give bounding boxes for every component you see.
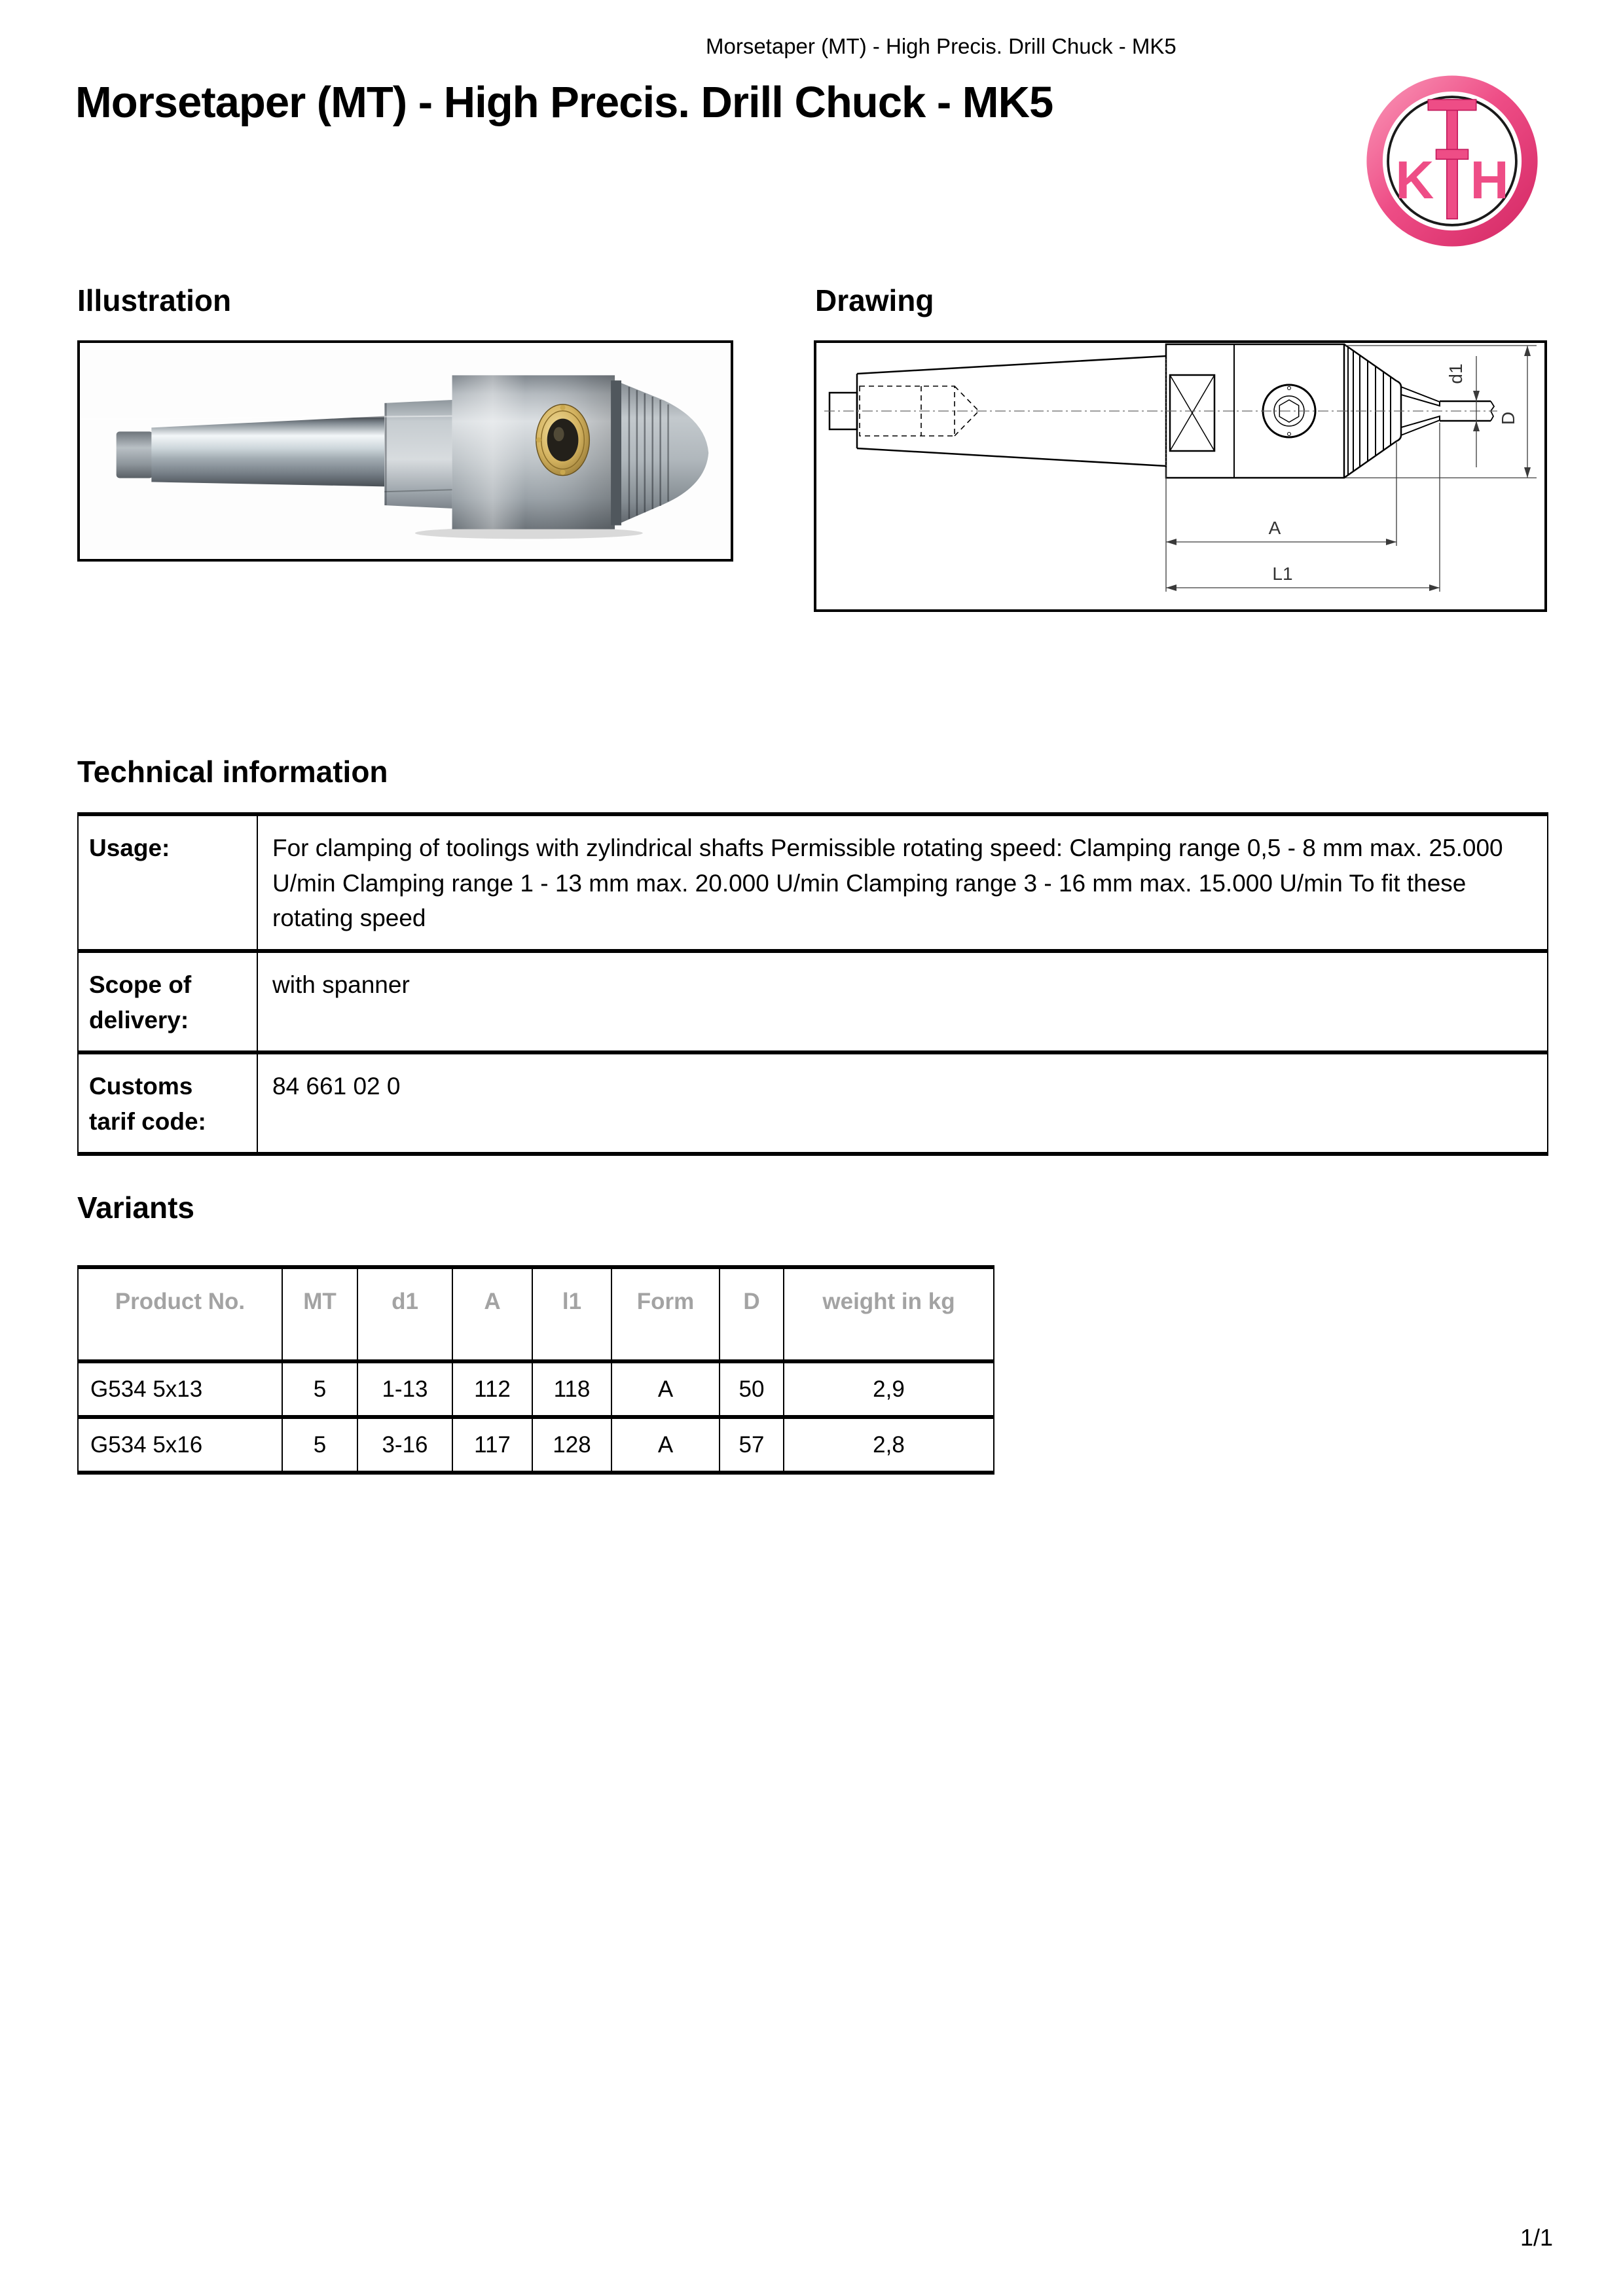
- variants-header-cell: l1: [532, 1267, 611, 1361]
- variants-cell: G534 5x16: [90, 1431, 203, 1458]
- variants-heading: Variants: [77, 1191, 194, 1225]
- label-d1: d1: [1446, 363, 1466, 384]
- variants-cell: 118: [532, 1361, 611, 1417]
- variants-header-cell: weight in kg: [784, 1267, 994, 1361]
- technical-heading: Technical information: [77, 755, 388, 789]
- variants-cell: G534 5x13: [90, 1376, 203, 1402]
- variants-cell: 3-16: [357, 1417, 452, 1473]
- variants-cell: 50: [720, 1361, 784, 1417]
- illustration-box: [77, 340, 733, 562]
- variants-header-cell: Product No.: [115, 1289, 246, 1314]
- variants-cell: 112: [452, 1361, 532, 1417]
- label-A: A: [1268, 518, 1281, 538]
- variants-cell: 5: [282, 1361, 357, 1417]
- table-row: [78, 1417, 994, 1473]
- variants-header-cell: Form: [611, 1267, 720, 1361]
- variants-cell: 5: [282, 1417, 357, 1473]
- label-D: D: [1498, 411, 1518, 425]
- tech-value-cell: For clamping of toolings with zylindrical shafts Permissible rotating speed: Clamping range 0,5 - 8 mm max. 25.000 U/min Clamping range 1 - 13 mm max. 20.000 U/min Clamping range 3 - 16 mm max. 15.000 U/min To fit these rotating speed: [272, 834, 1503, 932]
- drawing-heading: Drawing: [815, 283, 934, 317]
- variants-header-cell: D: [720, 1267, 784, 1361]
- variants-cell: 117: [452, 1417, 532, 1473]
- kfh-logo-icon: [1363, 72, 1541, 250]
- taper-tang: [117, 431, 153, 478]
- drawing-box: [814, 340, 1547, 612]
- separation-ring: [611, 380, 621, 525]
- variants-cell: 57: [720, 1417, 784, 1473]
- table-row: [78, 1361, 994, 1417]
- variants-cell: A: [611, 1417, 720, 1473]
- page-number: 1/1: [1520, 2224, 1554, 2251]
- kfh-logo: [1363, 72, 1541, 250]
- logo-letter-h: H: [1470, 151, 1509, 211]
- logo-letter-k: K: [1395, 151, 1434, 211]
- variants-cell: 2,8: [784, 1417, 994, 1473]
- technical-drawing: [816, 343, 1544, 609]
- tech-label-cell: Usage:: [78, 814, 257, 951]
- variants-cell: 128: [532, 1417, 611, 1473]
- variants-header-cell: d1: [357, 1267, 452, 1361]
- table-row: [78, 814, 1548, 951]
- tech-value-cell: 84 661 02 0: [272, 1073, 401, 1100]
- drill-chuck-photo: [80, 343, 731, 559]
- variants-cell: 2,9: [784, 1361, 994, 1417]
- dimension-labels: [1269, 363, 1518, 584]
- tech-label-cell: Customs tarif code:: [78, 1052, 257, 1154]
- page-title: Morsetaper (MT) - High Precis. Drill Chuck - MK5: [75, 78, 1053, 127]
- insert-hole: [547, 419, 579, 461]
- variants-cell: 1-13: [357, 1361, 452, 1417]
- tech-label-cell: Scope of delivery:: [78, 951, 257, 1052]
- variants-table: [77, 1265, 994, 1475]
- table-row: [78, 951, 1548, 1052]
- variants-header-cell: MT: [282, 1267, 357, 1361]
- taper-shank: [151, 416, 384, 487]
- illustration-heading: Illustration: [77, 283, 232, 317]
- tech-value-cell: with spanner: [272, 971, 410, 998]
- variants-header-row: [78, 1267, 994, 1361]
- label-L1: L1: [1272, 564, 1293, 584]
- variants-header-cell: A: [452, 1267, 532, 1361]
- table-row: [78, 1052, 1548, 1154]
- dimension-lines: [1166, 346, 1537, 592]
- running-header: Morsetaper (MT) - High Precis. Drill Chuck - MK5: [706, 34, 1176, 58]
- variants-cell: A: [611, 1361, 720, 1417]
- technical-information-table: [77, 812, 1548, 1156]
